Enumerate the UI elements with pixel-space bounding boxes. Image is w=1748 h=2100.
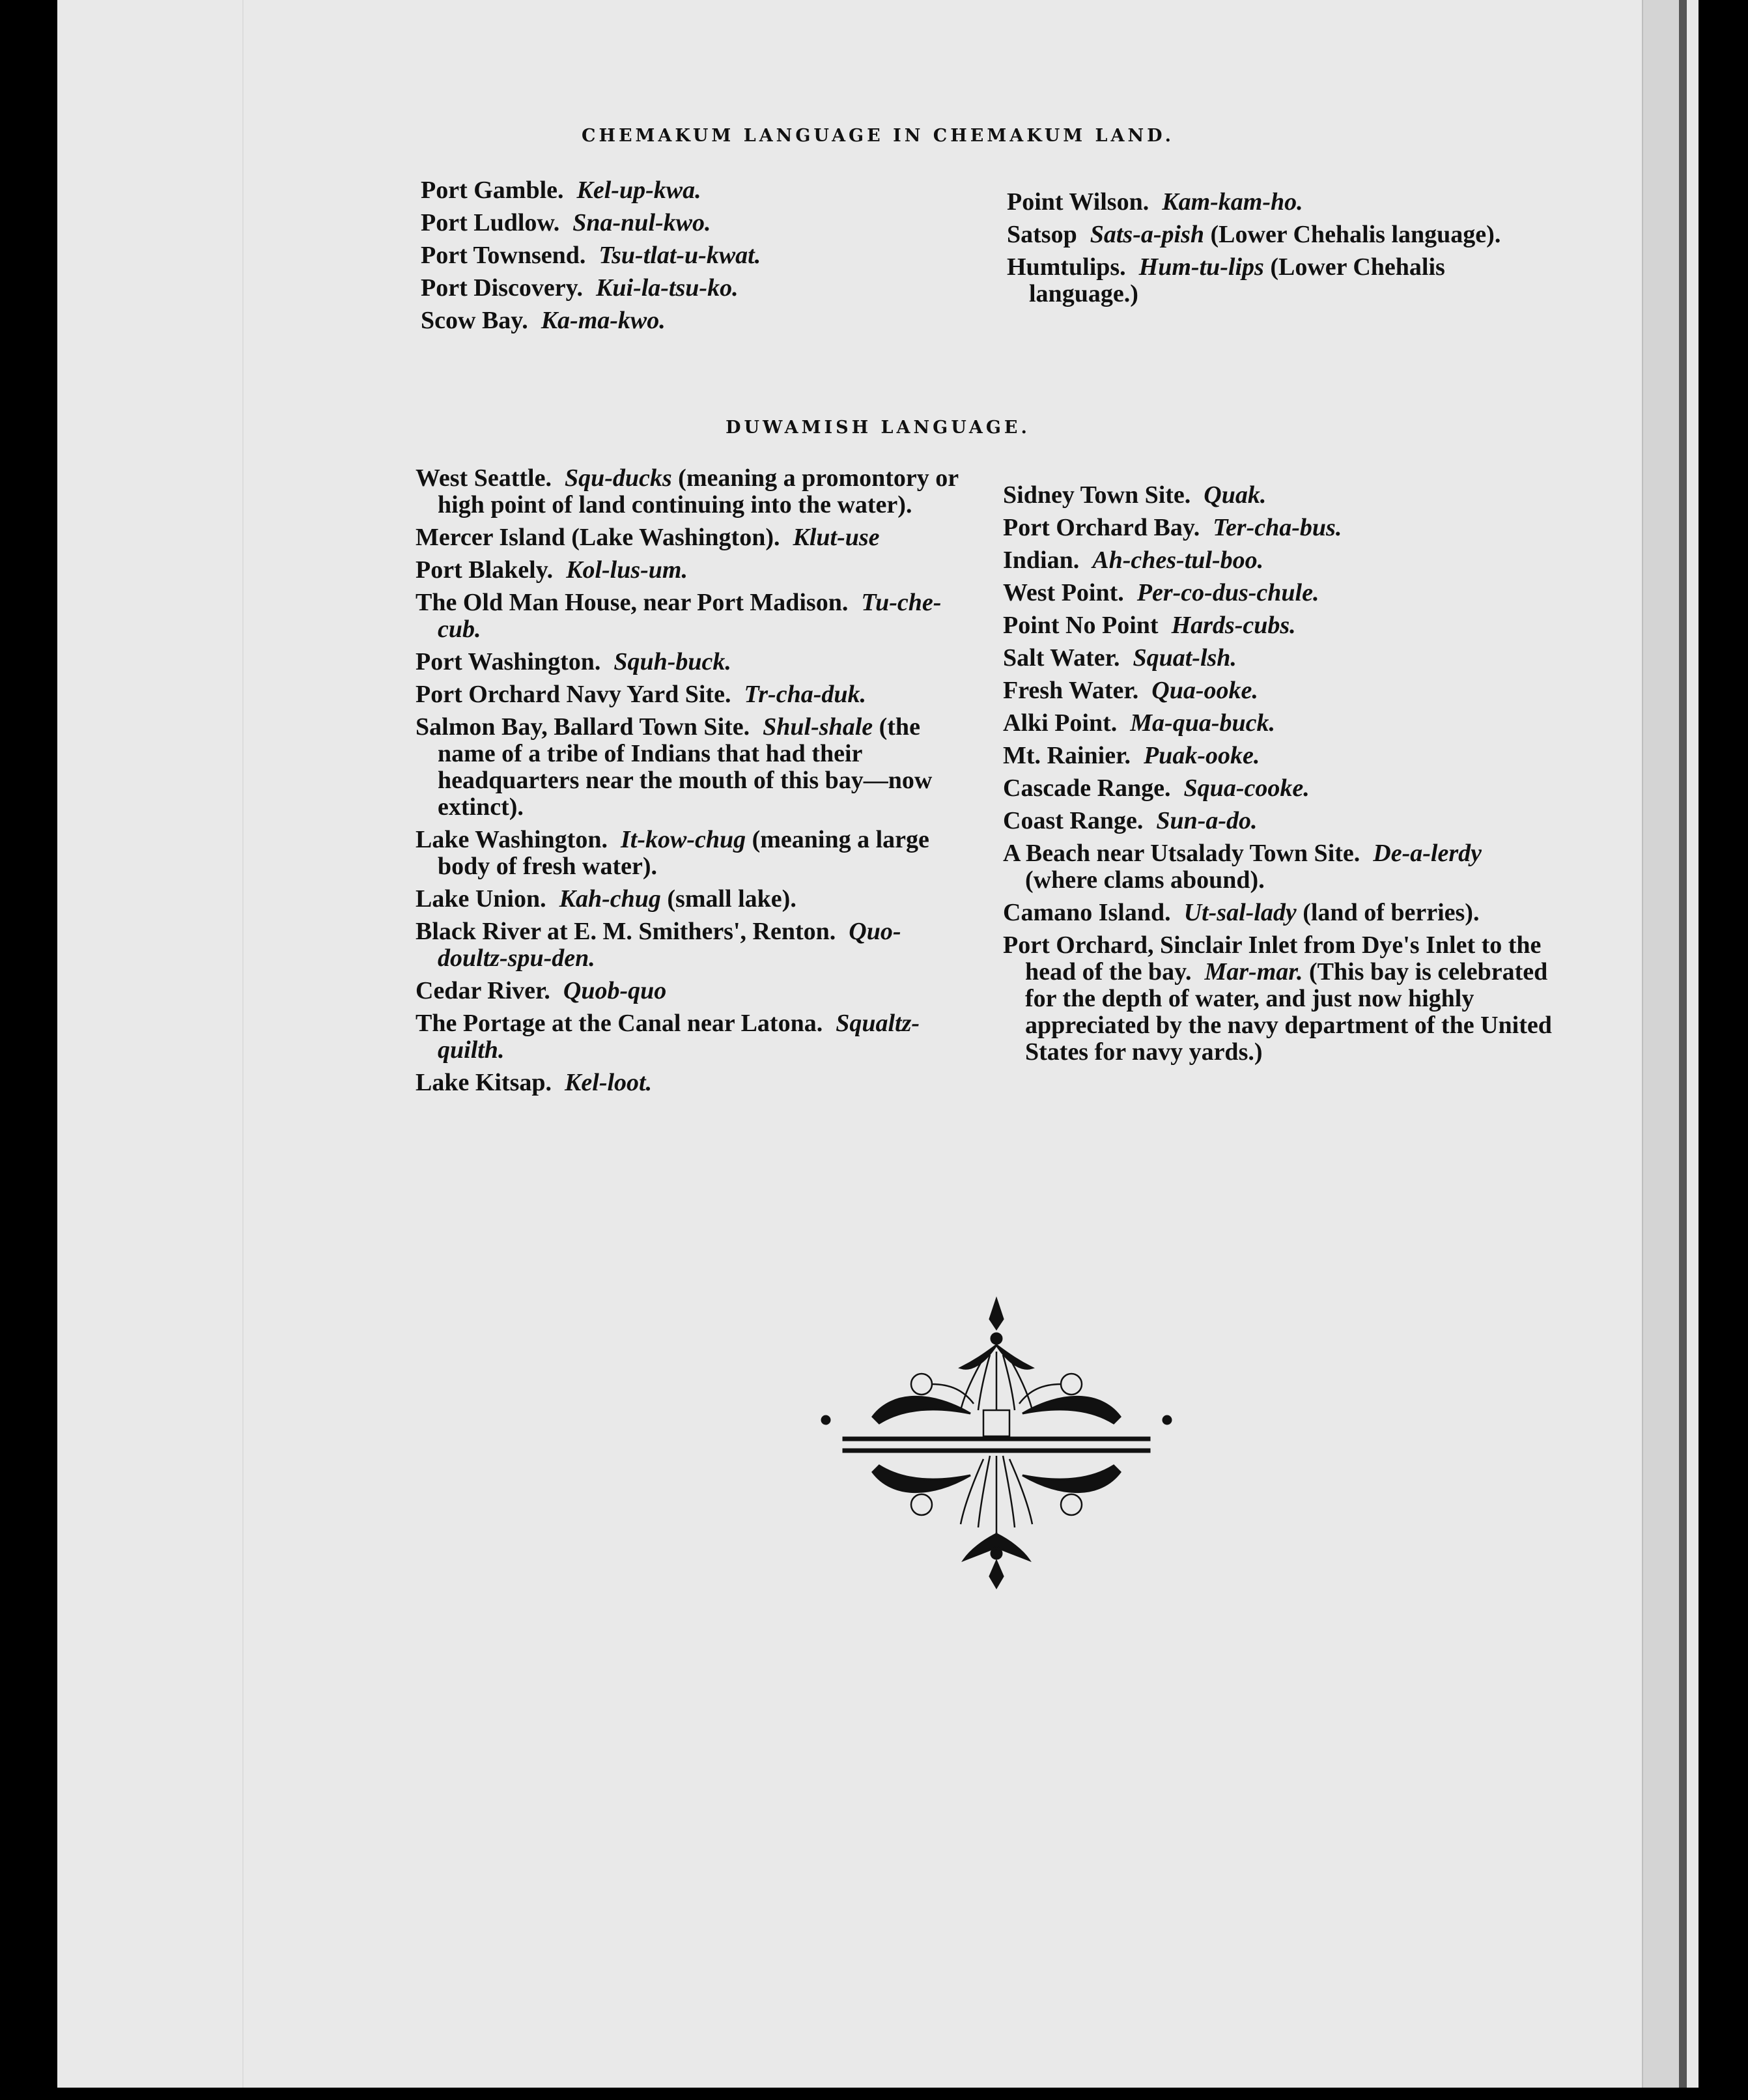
native-name: Kel-loot. <box>565 1069 653 1096</box>
place-entry <box>416 978 963 1004</box>
native-name: Ter-cha-bus. <box>1213 514 1342 541</box>
chemakum-heading: CHEMAKUM LANGUAGE IN CHEMAKUM LAND. <box>581 126 1175 146</box>
place-entry <box>1003 743 1553 769</box>
native-name: Quob-quo <box>563 977 667 1004</box>
place-entry <box>416 681 963 708</box>
native-name: Kam-kam-ho. <box>1162 188 1303 216</box>
native-name: Qua-ooke. <box>1151 677 1258 704</box>
native-name: De-a-lerdy <box>1373 840 1482 867</box>
native-name: Sun-a-do. <box>1156 807 1258 834</box>
native-name: Kah-chug <box>559 885 661 913</box>
native-name: Squaltz-quilth. <box>438 1010 920 1064</box>
native-name: Ut-sal-lady <box>1183 899 1297 926</box>
native-name: Sna-nul-kwo. <box>572 209 711 236</box>
place-name: Port Gamble. <box>421 177 564 204</box>
native-name: Per-co-dus-chule. <box>1136 579 1319 606</box>
native-name: Tsu-tlat-u-kwat. <box>599 242 761 269</box>
place-name: Port Orchard Bay. <box>1003 514 1200 541</box>
place-name: West Point. <box>1003 579 1124 606</box>
place-note: (Lower Chehalis language.) <box>1029 253 1445 307</box>
place-entry <box>421 210 961 236</box>
place-entry <box>1007 221 1557 248</box>
place-name: Port Discovery. <box>421 274 584 302</box>
place-entry <box>1003 932 1553 1066</box>
place-name: Point Wilson. <box>1007 188 1149 216</box>
place-entry <box>1003 580 1553 606</box>
place-name: Cascade Range. <box>1003 774 1171 802</box>
native-name: Tr-cha-duk. <box>744 681 866 708</box>
place-note: (land of berries). <box>1303 899 1480 926</box>
native-name: Shul-shale <box>763 713 873 741</box>
place-entry <box>1003 710 1553 737</box>
place-name: Black River at E. M. Smithers', Renton. <box>416 918 836 945</box>
duwamish-right-column <box>1003 482 1553 1071</box>
place-note: (Lower Chehalis language). <box>1210 221 1501 248</box>
place-entry <box>1003 547 1553 574</box>
place-entry <box>421 275 961 302</box>
page-edge-strip <box>1642 0 1679 2088</box>
native-name: Kui-la-tsu-ko. <box>596 274 739 302</box>
native-name: Quo-doultz-spu-den. <box>438 918 901 972</box>
native-name: Puak-ooke. <box>1143 742 1260 769</box>
place-entry <box>421 177 961 204</box>
place-entry <box>416 714 963 821</box>
place-name: Lake Kitsap. <box>416 1069 552 1096</box>
chemakum-right-column <box>1007 189 1557 313</box>
place-entry <box>1007 189 1557 216</box>
place-name: Salmon Bay, Ballard Town Site. <box>416 713 750 741</box>
native-name: Tu-che-cub. <box>438 589 942 643</box>
place-entry <box>416 557 963 584</box>
document-page <box>57 0 1699 2088</box>
place-note: (This bay is celebrated for the depth of water, and just now highly appreciated by the navy department of the United States for navy yards.) <box>1025 958 1552 1066</box>
native-name: Squ-ducks <box>564 464 672 492</box>
native-name: Ma-qua-buck. <box>1130 709 1275 737</box>
place-entry <box>1003 612 1553 639</box>
native-name: Hards-cubs. <box>1171 612 1296 639</box>
place-name: West Seattle. <box>416 464 552 492</box>
place-entry <box>1003 515 1553 541</box>
native-name: Klut-use <box>793 524 880 551</box>
native-name: Kel-up-kwa. <box>576 177 701 204</box>
place-entry <box>416 918 963 972</box>
place-entry <box>1003 677 1553 704</box>
native-name: Sats-a-pish <box>1090 221 1204 248</box>
native-name: Mar-mar. <box>1204 958 1303 986</box>
place-entry <box>1003 482 1553 509</box>
place-note: (the name of a tribe of Indians that had their headquarters near the mouth of this bay—now extinct). <box>438 713 933 821</box>
place-name: Port Townsend. <box>421 242 586 269</box>
place-name: Humtulips. <box>1007 253 1126 281</box>
native-name: It-kow-chug <box>620 826 746 853</box>
place-name: Point No Point <box>1003 612 1159 639</box>
place-name: Mercer Island (Lake Washington). <box>416 524 780 551</box>
place-name: Lake Union. <box>416 885 546 913</box>
duwamish-left-column <box>416 465 963 1102</box>
duwamish-heading: DUWAMISH LANGUAGE. <box>726 418 1030 438</box>
place-entry <box>1003 900 1553 926</box>
place-entry <box>416 524 963 551</box>
place-name: Scow Bay. <box>421 307 528 334</box>
place-name: Mt. Rainier. <box>1003 742 1131 769</box>
place-entry <box>416 1010 963 1064</box>
native-name: Kol-lus-um. <box>566 556 688 584</box>
place-entry <box>416 465 963 518</box>
place-name: Fresh Water. <box>1003 677 1139 704</box>
place-entry <box>416 886 963 913</box>
native-name: Squa-cooke. <box>1183 774 1310 802</box>
chemakum-left-column <box>421 177 961 340</box>
native-name: Ah-ches-tul-boo. <box>1092 546 1264 574</box>
page-edge-shadow <box>1679 0 1687 2088</box>
place-name: Indian. <box>1003 546 1080 574</box>
native-name: Ka-ma-kwo. <box>541 307 666 334</box>
place-entry <box>416 827 963 880</box>
native-name: Squat-lsh. <box>1133 644 1237 672</box>
place-name: Lake Washington. <box>416 826 608 853</box>
page-fold-line <box>242 0 244 2088</box>
place-note: (where clams abound). <box>1025 866 1265 894</box>
place-entry <box>1003 808 1553 834</box>
place-name: Cedar River. <box>416 977 550 1004</box>
place-name: The Portage at the Canal near Latona. <box>416 1010 823 1037</box>
place-name: Port Blakely. <box>416 556 554 584</box>
place-name: Coast Range. <box>1003 807 1144 834</box>
place-name: Salt Water. <box>1003 644 1120 672</box>
place-name: Camano Island. <box>1003 899 1171 926</box>
place-entry <box>416 589 963 643</box>
place-name: A Beach near Utsalady Town Site. <box>1003 840 1360 867</box>
place-entry <box>421 242 961 269</box>
place-name: Port Washington. <box>416 648 601 675</box>
place-entry <box>1003 840 1553 894</box>
place-name: Port Ludlow. <box>421 209 560 236</box>
decorative-ornament-icon <box>808 1293 1185 1593</box>
place-name: Port Orchard, Sinclair Inlet from Dye's Inlet to the head of the bay. <box>1003 931 1542 986</box>
place-entry <box>416 649 963 675</box>
place-entry <box>1003 645 1553 672</box>
place-note: (small lake). <box>667 885 796 913</box>
place-entry <box>421 307 961 334</box>
place-name: The Old Man House, near Port Madison. <box>416 589 849 616</box>
place-entry <box>1007 254 1557 307</box>
place-entry <box>1003 775 1553 802</box>
place-note: (meaning a promontory or high point of land continuing into the water). <box>438 464 959 518</box>
place-note: (meaning a large body of fresh water). <box>438 826 929 880</box>
place-entry <box>416 1070 963 1096</box>
place-name: Port Orchard Navy Yard Site. <box>416 681 731 708</box>
native-name: Squh-buck. <box>613 648 731 675</box>
native-name: Quak. <box>1204 481 1267 509</box>
place-name: Satsop <box>1007 221 1077 248</box>
place-name: Sidney Town Site. <box>1003 481 1191 509</box>
place-name: Alki Point. <box>1003 709 1118 737</box>
native-name: Hum-tu-lips <box>1138 253 1264 281</box>
